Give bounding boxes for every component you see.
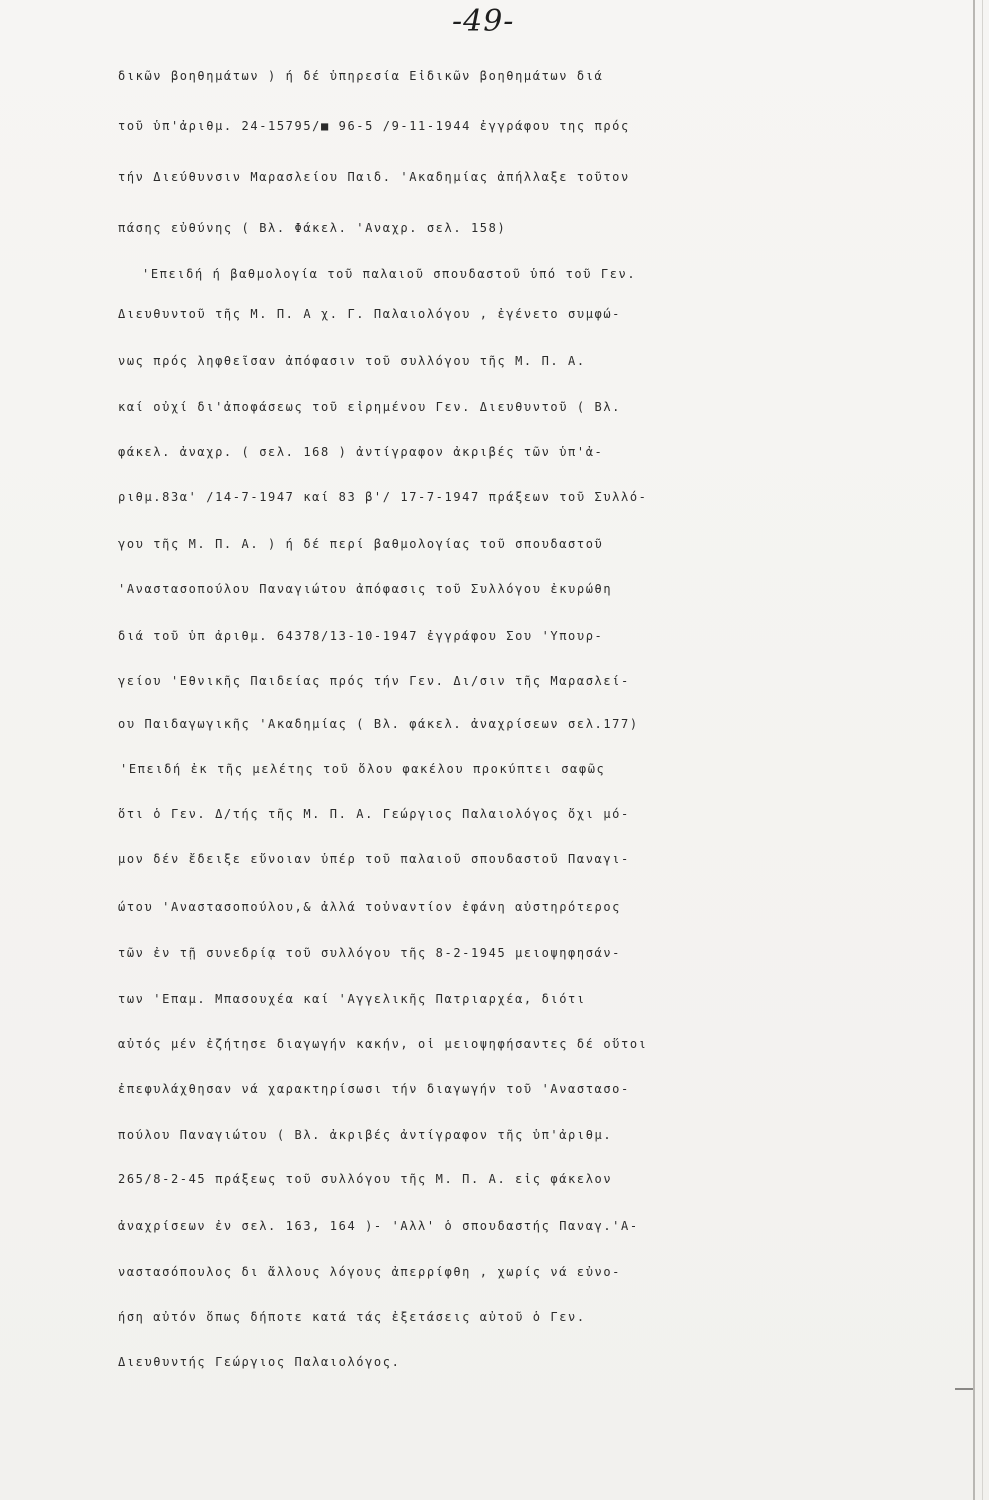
text-line: πάσης εὐθύνης ( Βλ. Φάκελ. 'Αναχρ. σελ. 158) [118,221,507,235]
text-line: ου Παιδαγωγικῆς 'Ακαδημίας ( Βλ. φάκελ. ἀναχρίσεων σελ.177) [118,717,639,731]
page-number: -49- [452,4,515,39]
text-line: ριθμ.83α' /14-7-1947 καί 83 β'/ 17-7-1947 πράξεων τοῦ Συλλό- [118,490,648,504]
text-line: Διευθυντοῦ τῆς Μ. Π. Α χ. Γ. Παλαιολόγου , ἐγένετο συμφώ- [118,307,622,321]
text-line: ὅτι ὁ Γεν. Δ/τής τῆς Μ. Π. Α. Γεώργιος Παλαιολόγος ὄχι μό- [118,807,630,821]
text-line: διά τοῦ ὑπ ἀριθμ. 64378/13-10-1947 ἐγγράφου Σου 'Υπουρ- [118,629,604,643]
text-line: δικῶν βοηθημάτων ) ή δέ ὑπηρεσία Εἰδικῶν βοηθημάτων διά [118,69,604,83]
text-line: ώτου 'Αναστασοπούλου,& ἀλλά τοὐναντίον ἐφάνη αὐστηρότερος [118,900,622,914]
text-line: 'Επειδή ἐκ τῆς μελέτης τοῦ ὅλου φακέλου προκύπτει σαφῶς [120,762,606,776]
text-line: 'Επειδή ή βαθμολογία τοῦ παλαιοῦ σπουδαστοῦ ὑπό τοῦ Γεν. [142,267,637,281]
text-line: νως πρός ληφθεῖσαν ἀπόφασιν τοῦ συλλόγου τῆς Μ. Π. Α. [118,354,586,368]
text-line: 265/8-2-45 πράξεως τοῦ συλλόγου τῆς Μ. Π. Α. εἰς φάκελον [118,1172,613,1186]
text-line: γου τῆς Μ. Π. Α. ) ή δέ περί βαθμολογίας τοῦ σπουδαστοῦ [118,537,604,551]
text-line: Διευθυντής Γεώργιος Παλαιολόγος. [118,1355,401,1369]
text-line: τῶν ἐν τῇ συνεδρίᾳ τοῦ συλλόγου τῆς 8-2-1945 μειοψηφησάν- [118,946,622,960]
text-line: των 'Επαμ. Μπασουχέα καί 'Αγγελικῆς Πατριαρχέα, διότι [118,992,586,1006]
margin-mark [955,1388,973,1390]
text-line: ἐπεφυλάχθησαν νά χαρακτηρίσωσι τήν διαγωγήν τοῦ 'Αναστασο- [118,1082,630,1096]
text-line: 'Αναστασοπούλου Παναγιώτου ἀπόφασις τοῦ Συλλόγου ἐκυρώθη [118,582,613,596]
text-line: ήση αὐτόν ὅπως δήποτε κατά τάς ἐξετάσεις αὐτοῦ ὁ Γεν. [118,1310,586,1324]
text-line: καί οὐχί δι'ἀποφάσεως τοῦ εἰρημένου Γεν. Διευθυντοῦ ( Βλ. [118,400,622,414]
text-line: μον δέν ἔδειξε εὔνοιαν ὑπέρ τοῦ παλαιοῦ σπουδαστοῦ Παναγι- [118,852,630,866]
page-edge-line [973,0,975,1500]
text-line: αὐτός μέν ἐζήτησε διαγωγήν κακήν, οἱ μειοψηφήσαντες δέ οὕτοι [118,1037,648,1051]
page-edge-line-outer [982,0,983,1500]
text-line: φάκελ. ἀναχρ. ( σελ. 168 ) ἀντίγραφον ἀκριβές τῶν ὑπ'ἀ- [118,445,604,459]
text-line: ναστασόπουλος δι ἄλλους λόγους ἀπερρίφθη , χωρίς νά εὐνο- [118,1265,622,1279]
text-line: πούλου Παναγιώτου ( Βλ. ἀκριβές ἀντίγραφον τῆς ὑπ'ἀριθμ. [118,1128,613,1142]
text-line: ἀναχρίσεων ἐν σελ. 163, 164 )- 'Αλλ' ὁ σπουδαστής Παναγ.'Α- [118,1219,639,1233]
text-line: τήν Διεύθυνσιν Μαρασλείου Παιδ. 'Ακαδημίας ἀπήλλαξε τοῦτον [118,170,630,184]
text-line: γείου 'Εθνικῆς Παιδείας πρός τήν Γεν. Δι/σιν τῆς Μαρασλεί- [118,674,630,688]
text-line: τοῦ ὑπ'ἀριθμ. 24-15795/■ 96-5 /9-11-1944 ἐγγράφου της πρός [118,119,630,133]
